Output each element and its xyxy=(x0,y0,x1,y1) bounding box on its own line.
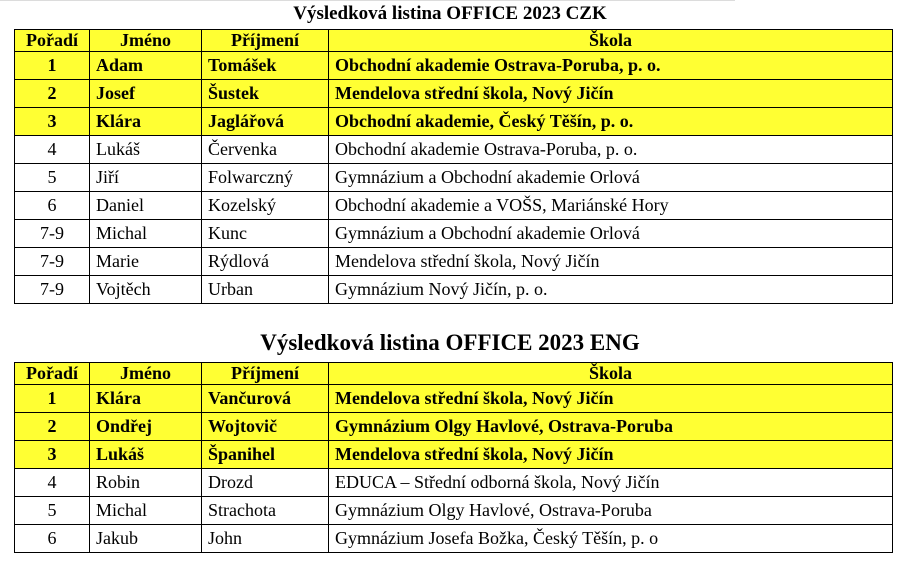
rank-cell: 1 xyxy=(15,385,90,413)
school-cell: Mendelova střední škola, Nový Jičín xyxy=(329,385,893,413)
top-divider xyxy=(0,0,735,1)
first-name-cell: Robin xyxy=(90,469,202,497)
header-school: Škola xyxy=(329,363,893,385)
rank-cell: 1 xyxy=(15,52,90,80)
last-name-cell: Folwarczný xyxy=(202,164,329,192)
first-name-cell: Klára xyxy=(90,385,202,413)
rank-cell: 5 xyxy=(15,164,90,192)
first-name-cell: Ondřej xyxy=(90,413,202,441)
last-name-cell: Rýdlová xyxy=(202,248,329,276)
eng-results-table xyxy=(14,362,893,553)
school-cell: Gymnázium a Obchodní akademie Orlová xyxy=(329,164,893,192)
table-row xyxy=(15,192,893,220)
rank-cell: 7-9 xyxy=(15,220,90,248)
first-name-cell: Lukáš xyxy=(90,441,202,469)
table-row xyxy=(15,52,893,80)
czk-results-table xyxy=(14,29,893,304)
table-row xyxy=(15,108,893,136)
last-name-cell: Jaglářová xyxy=(202,108,329,136)
header-rank: Pořadí xyxy=(15,30,90,52)
table-row xyxy=(15,525,893,553)
header-rank: Pořadí xyxy=(15,363,90,385)
table-header-row xyxy=(15,363,893,385)
first-name-cell: Jakub xyxy=(90,525,202,553)
last-name-cell: Kunc xyxy=(202,220,329,248)
school-cell: Obchodní akademie Ostrava-Poruba, p. o. xyxy=(329,52,893,80)
header-last-name: Příjmení xyxy=(202,363,329,385)
rank-cell: 4 xyxy=(15,469,90,497)
first-name-cell: Adam xyxy=(90,52,202,80)
table-row xyxy=(15,385,893,413)
school-cell: Obchodní akademie, Český Těšín, p. o. xyxy=(329,108,893,136)
rank-cell: 6 xyxy=(15,525,90,553)
table-row xyxy=(15,413,893,441)
header-first-name: Jméno xyxy=(90,30,202,52)
last-name-cell: Strachota xyxy=(202,497,329,525)
rank-cell: 7-9 xyxy=(15,276,90,304)
school-cell: Gymnázium Josefa Božka, Český Těšín, p. o xyxy=(329,525,893,553)
rank-cell: 6 xyxy=(15,192,90,220)
eng-table-body xyxy=(15,385,893,553)
last-name-cell: Tomášek xyxy=(202,52,329,80)
first-name-cell: Lukáš xyxy=(90,136,202,164)
table-row xyxy=(15,441,893,469)
last-name-cell: John xyxy=(202,525,329,553)
school-cell: Obchodní akademie Ostrava-Poruba, p. o. xyxy=(329,136,893,164)
table-row xyxy=(15,136,893,164)
table-row xyxy=(15,248,893,276)
table-row xyxy=(15,164,893,192)
first-name-cell: Josef xyxy=(90,80,202,108)
school-cell: Mendelova střední škola, Nový Jičín xyxy=(329,441,893,469)
school-cell: Mendelova střední škola, Nový Jičín xyxy=(329,80,893,108)
last-name-cell: Kozelský xyxy=(202,192,329,220)
header-first-name: Jméno xyxy=(90,363,202,385)
last-name-cell: Španihel xyxy=(202,441,329,469)
rank-cell: 3 xyxy=(15,441,90,469)
rank-cell: 4 xyxy=(15,136,90,164)
table-row xyxy=(15,220,893,248)
last-name-cell: Drozd xyxy=(202,469,329,497)
header-last-name: Příjmení xyxy=(202,30,329,52)
first-name-cell: Klára xyxy=(90,108,202,136)
rank-cell: 2 xyxy=(15,80,90,108)
first-name-cell: Jiří xyxy=(90,164,202,192)
school-cell: Gymnázium Olgy Havlové, Ostrava-Poruba xyxy=(329,497,893,525)
school-cell: Obchodní akademie a VOŠS, Mariánské Hory xyxy=(329,192,893,220)
rank-cell: 5 xyxy=(15,497,90,525)
rank-cell: 2 xyxy=(15,413,90,441)
header-school: Škola xyxy=(329,30,893,52)
school-cell: EDUCA – Střední odborná škola, Nový Jičín xyxy=(329,469,893,497)
czk-results-title: Výsledková listina OFFICE 2023 CZK xyxy=(293,3,607,24)
last-name-cell: Šustek xyxy=(202,80,329,108)
table-row xyxy=(15,80,893,108)
school-cell: Gymnázium Olgy Havlové, Ostrava-Poruba xyxy=(329,413,893,441)
last-name-cell: Urban xyxy=(202,276,329,304)
school-cell: Mendelova střední škola, Nový Jičín xyxy=(329,248,893,276)
last-name-cell: Wojtovič xyxy=(202,413,329,441)
table-row xyxy=(15,469,893,497)
table-header-row xyxy=(15,30,893,52)
rank-cell: 7-9 xyxy=(15,248,90,276)
eng-results-title: Výsledková listina OFFICE 2023 ENG xyxy=(260,330,640,355)
czk-table-body xyxy=(15,52,893,304)
rank-cell: 3 xyxy=(15,108,90,136)
first-name-cell: Michal xyxy=(90,497,202,525)
table-row xyxy=(15,497,893,525)
first-name-cell: Vojtěch xyxy=(90,276,202,304)
last-name-cell: Červenka xyxy=(202,136,329,164)
first-name-cell: Marie xyxy=(90,248,202,276)
table-row xyxy=(15,276,893,304)
first-name-cell: Daniel xyxy=(90,192,202,220)
school-cell: Gymnázium Nový Jičín, p. o. xyxy=(329,276,893,304)
last-name-cell: Vančurová xyxy=(202,385,329,413)
first-name-cell: Michal xyxy=(90,220,202,248)
school-cell: Gymnázium a Obchodní akademie Orlová xyxy=(329,220,893,248)
